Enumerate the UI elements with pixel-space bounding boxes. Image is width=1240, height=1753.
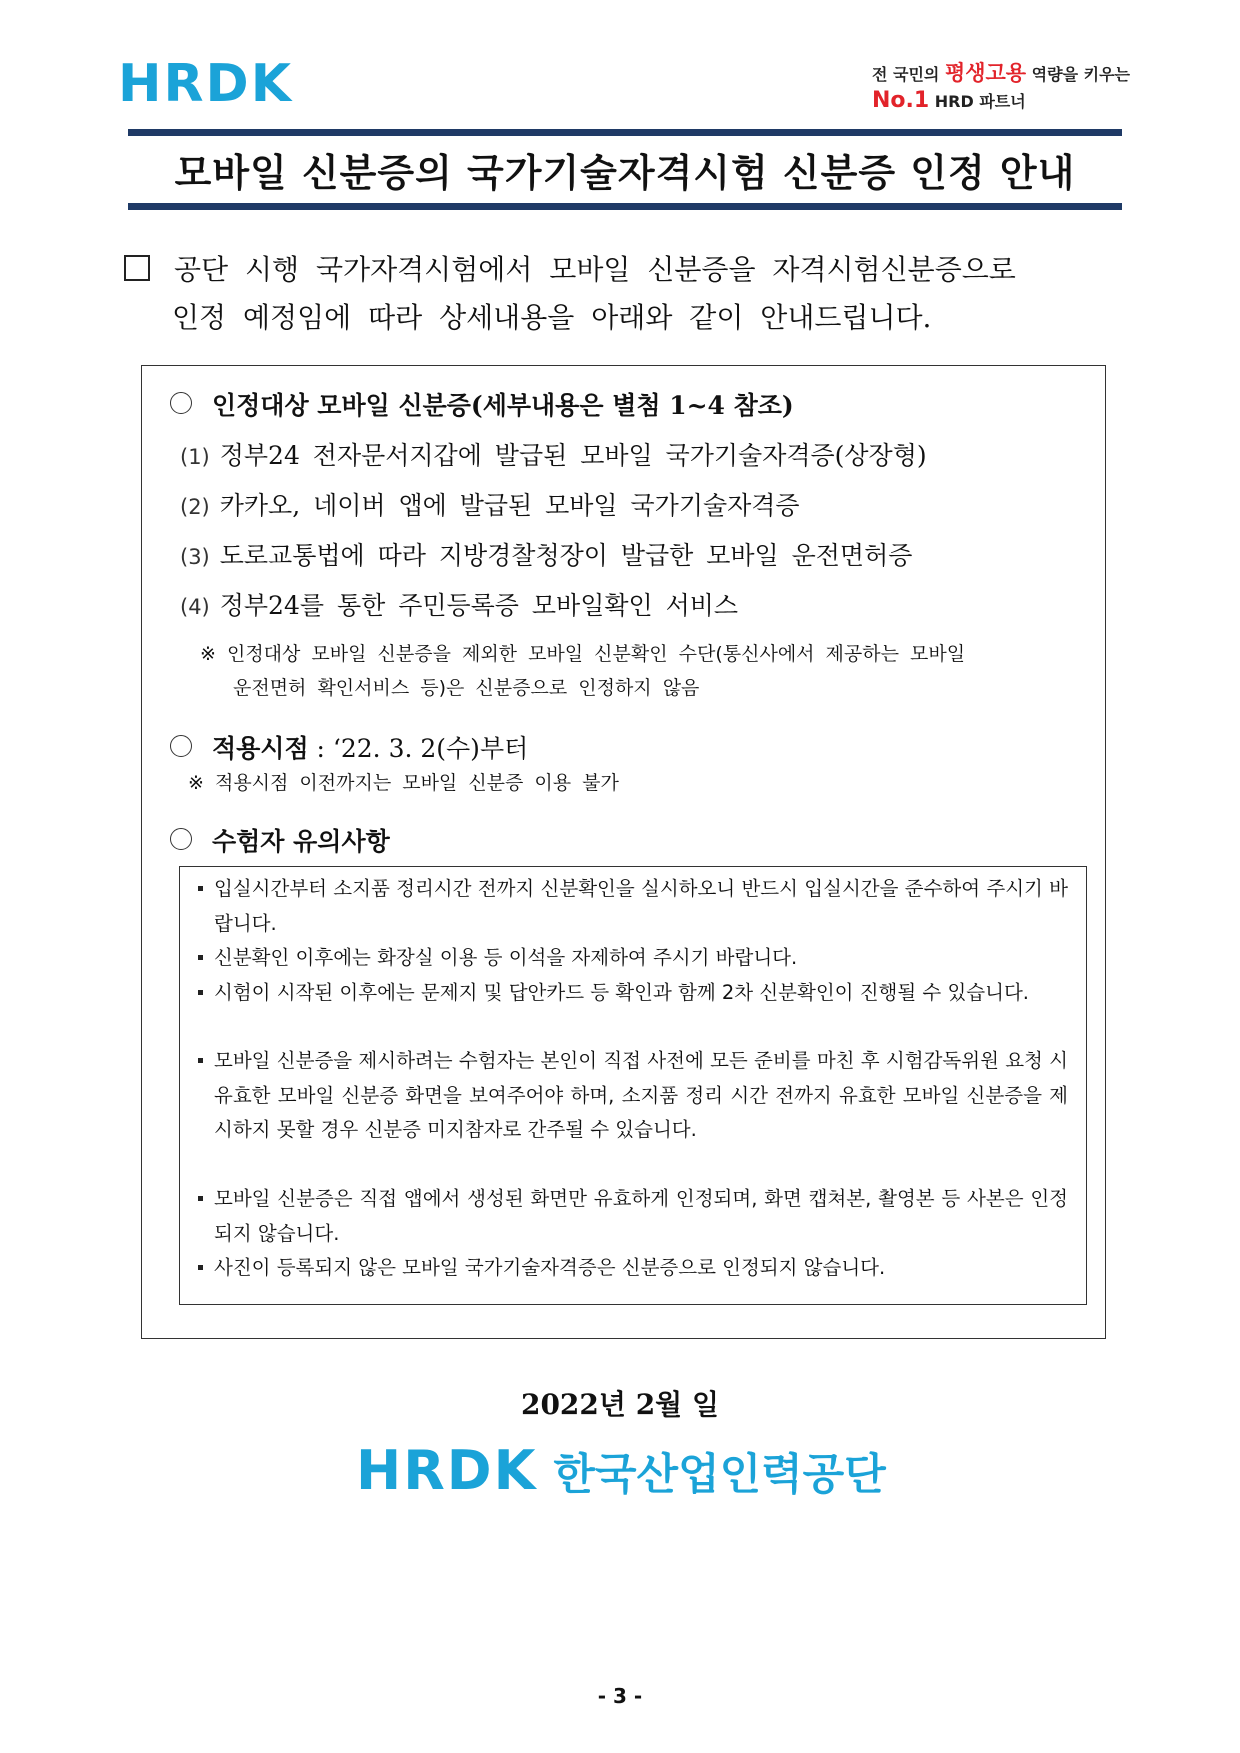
eligibility-note: ※ 인정대상 모바일 신분증을 제외한 모바일 신분확인 수단(통신사에서 제공하는 모바일 운전면허 확인서비스 등)은 신분증으로 인정하지 않음 — [200, 643, 966, 699]
effective-date-note: ※ 적용시점 이전까지는 모바일 신분증 이용 불가 — [188, 772, 619, 794]
list-item: 신분확인 이후에는 화장실 이용 등 이석을 자제하여 주시기 바랍니다. — [198, 941, 1068, 976]
title-rule-bottom — [128, 203, 1122, 210]
slogan-no1: No.1 — [871, 88, 930, 113]
section-effective-date: 적용시점 : ‘22. 3. 2(수)부터 — [170, 729, 528, 765]
document-date: 2022년 2월 일 — [520, 1388, 720, 1421]
list-item: 입실시간부터 소지품 정리시간 전까지 신분확인을 실시하오니 반드시 입실시간을 준수하여 주시기 바랍니다. — [198, 872, 1068, 941]
list-item: 사진이 등록되지 않은 모바일 국가기술자격증은 신분증으로 인정되지 않습니다. — [198, 1251, 1068, 1286]
circle-bullet-icon — [170, 735, 192, 757]
circle-bullet-icon — [170, 392, 192, 414]
organization-name: 한국산업인력공단 — [553, 1450, 886, 1500]
list-item: (4) 정부24를 통한 주민등록증 모바일확인 서비스 — [180, 591, 739, 620]
list-item: (2) 카카오, 네이버 앱에 발급된 모바일 국가기술자격증 — [180, 491, 800, 520]
slogan-partner: HRD 파트너 — [929, 92, 1026, 111]
slogan — [872, 60, 1130, 115]
page-number: - 3 - — [597, 1684, 643, 1708]
footer-logo: HRDK — [356, 1439, 538, 1502]
content-box — [141, 365, 1106, 1339]
section-precautions-heading: 수험자 유의사항 — [170, 822, 390, 858]
circle-bullet-icon — [170, 828, 192, 850]
list-item: (3) 도로교통법에 따라 지방경찰청장이 발급한 모바일 운전면허증 — [180, 541, 913, 570]
title-rule-top — [128, 129, 1122, 136]
list-item: (1) 정부24 전자문서지갑에 발급된 모바일 국가기술자격증(상장형) — [180, 441, 927, 470]
square-bullet-icon — [124, 255, 150, 281]
list-item: 모바일 신분증은 직접 앱에서 생성된 화면만 유효하게 인정되며, 화면 캡쳐본, 촬영본 등 사본은 인정되지 않습니다. — [198, 1182, 1068, 1251]
list-item: 모바일 신분증을 제시하려는 수험자는 본인이 직접 사전에 모든 준비를 마친 후 시험감독위원 요청 시 유효한 모바일 신분증 화면을 보여주어야 하며, 소지품 정리 시간 전까지 유효한 모바일 신분증을 제시하지 못할 경우 신분증 미지참자로 간주될 수 있습니다. — [198, 1044, 1068, 1148]
intro-paragraph — [124, 246, 1134, 342]
slogan-highlight: 평생고용 — [944, 61, 1027, 85]
precautions-box — [179, 866, 1087, 1305]
intro-line-1: 공단 시행 국가자격시험에서 모바일 신분증을 자격시험신분증으로 — [174, 253, 1016, 286]
slogan-pre: 전 국민의 — [871, 65, 945, 84]
organization-logo — [356, 1439, 886, 1502]
page-title: 모바일 신분증의 국가기술자격시험 신분증 인정 안내 — [174, 151, 1076, 195]
list-item: 시험이 시작된 이후에는 문제지 및 답안카드 등 확인과 함께 2차 신분확인이 진행될 수 있습니다. — [198, 976, 1068, 1011]
section-eligible-heading: 인정대상 모바일 신분증(세부내용은 별첨 1~4 참조) — [170, 386, 794, 422]
slogan-post: 역량을 키우는 — [1026, 65, 1130, 84]
hrdk-logo: HRDK — [118, 54, 294, 114]
intro-line-2: 인정 예정임에 따라 상세내용을 아래와 같이 안내드립니다. — [172, 301, 932, 334]
